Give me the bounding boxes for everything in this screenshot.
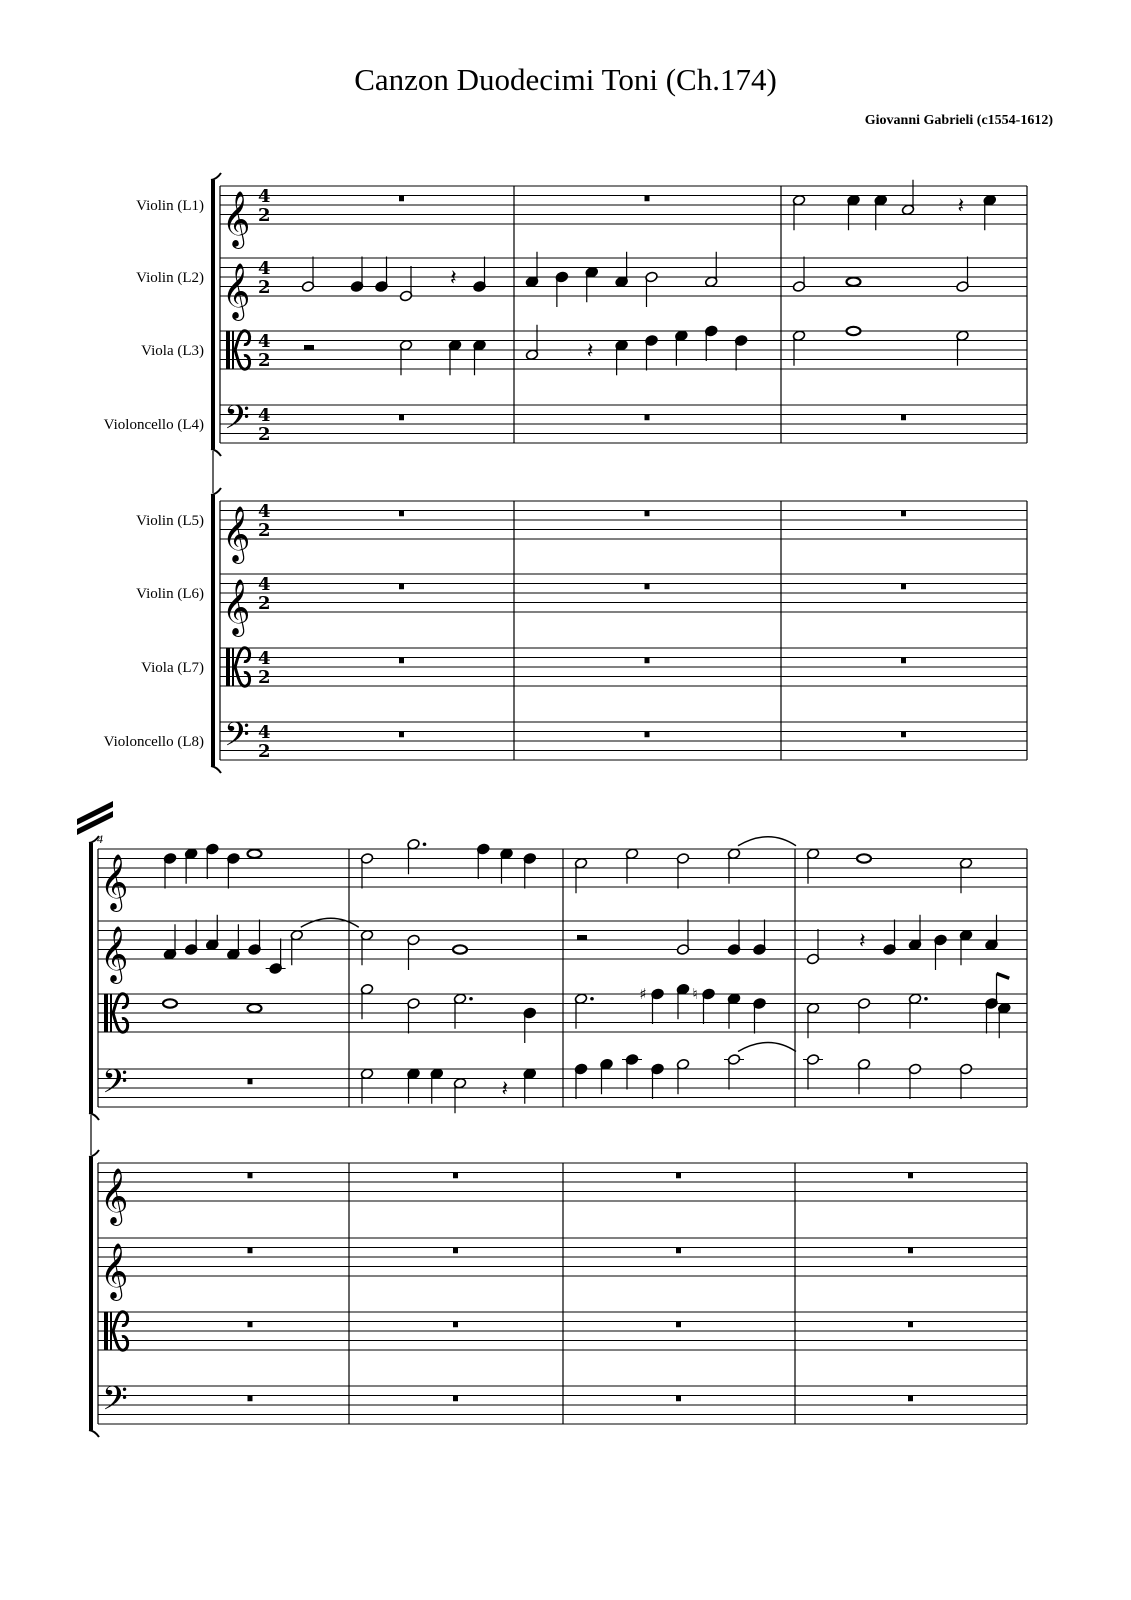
bass-clef-icon: 𝄢 <box>224 716 250 762</box>
treble-clef-icon: 𝄞 <box>222 191 251 247</box>
time-signature-numerator: 4 <box>258 648 271 670</box>
whole-rest-icon <box>645 511 650 517</box>
whole-rest-icon <box>248 1079 253 1085</box>
instrument-name: Viola (L7) <box>141 660 204 676</box>
treble-clef-icon: 𝄞 <box>100 854 129 910</box>
tie <box>738 1043 796 1052</box>
beam <box>997 974 1010 979</box>
whole-rest-icon <box>399 732 404 738</box>
quarter-rest-icon: 𝄽 <box>859 929 866 954</box>
alto-clef-thin-icon <box>232 331 234 369</box>
alto-clef-thin-icon <box>232 648 234 686</box>
time-signature-denominator: 2 <box>258 424 271 446</box>
augmentation-dot <box>469 997 473 1001</box>
whole-rest-icon <box>453 1248 458 1254</box>
whole-rest-icon <box>248 1396 253 1402</box>
whole-rest-icon <box>908 1248 913 1254</box>
whole-rest-icon <box>645 196 650 202</box>
time-signature-numerator: 4 <box>258 722 271 744</box>
augmentation-dot <box>423 842 427 846</box>
half-rest-icon <box>304 345 314 350</box>
note <box>248 1004 262 1012</box>
instrument-name: Viola (L3) <box>141 343 204 359</box>
alto-clef-bar-icon <box>104 994 108 1032</box>
time-signature-numerator: 4 <box>258 574 271 596</box>
whole-rest-icon <box>645 732 650 738</box>
time-signature-numerator: 4 <box>258 405 271 427</box>
whole-rest-icon <box>901 732 906 738</box>
whole-rest-icon <box>645 658 650 664</box>
time-signature-denominator: 2 <box>258 741 271 763</box>
augmentation-dot <box>590 997 594 1001</box>
whole-rest-icon <box>901 511 906 517</box>
bracket <box>89 1157 93 1430</box>
whole-rest-icon <box>645 584 650 590</box>
instrument-name: Violin (L1) <box>136 198 204 214</box>
tie <box>738 837 796 846</box>
alto-clef-bar-icon <box>104 1312 108 1350</box>
treble-clef-icon: 𝄞 <box>222 579 251 635</box>
whole-rest-icon <box>453 1322 458 1328</box>
alto-clef-bar-icon <box>226 331 230 369</box>
whole-rest-icon <box>248 1173 253 1179</box>
alto-clef-thin-icon <box>110 1312 112 1350</box>
bracket-hook <box>89 1430 99 1437</box>
treble-clef-icon: 𝄞 <box>100 1243 129 1299</box>
alto-clef-bar-icon <box>226 648 230 686</box>
note <box>248 850 262 858</box>
time-signature-denominator: 2 <box>258 593 271 615</box>
treble-clef-icon: 𝄞 <box>100 926 129 982</box>
bass-clef-icon: 𝄢 <box>102 1063 128 1109</box>
instrument-name: Violoncello (L4) <box>103 417 204 433</box>
note <box>847 278 861 286</box>
augmentation-dot <box>924 997 928 1001</box>
whole-rest-icon <box>676 1173 681 1179</box>
time-signature-denominator: 2 <box>258 667 271 689</box>
bracket <box>89 843 93 1113</box>
bass-clef-icon: 𝄢 <box>224 399 250 445</box>
quarter-rest-icon: 𝄽 <box>501 1077 509 1102</box>
whole-rest-icon <box>399 415 404 421</box>
bracket <box>211 495 215 766</box>
composer-credit: Giovanni Gabrieli (c1554-1612) <box>864 113 1053 128</box>
time-signature-numerator: 4 <box>258 331 271 353</box>
note <box>857 854 871 862</box>
sharp-icon: ♯ <box>639 985 647 1003</box>
whole-rest-icon <box>248 1322 253 1328</box>
note <box>453 945 467 953</box>
bass-clef-icon: 𝄢 <box>102 1380 128 1426</box>
bracket-hook <box>211 766 221 773</box>
note <box>163 999 177 1007</box>
treble-clef-icon: 𝄞 <box>100 1168 129 1224</box>
whole-rest-icon <box>399 658 404 664</box>
whole-rest-icon <box>676 1248 681 1254</box>
whole-rest-icon <box>901 415 906 421</box>
whole-rest-icon <box>676 1322 681 1328</box>
time-signature-denominator: 2 <box>258 350 271 372</box>
treble-clef-icon: 𝄞 <box>222 506 251 562</box>
whole-rest-icon <box>399 196 404 202</box>
natural-icon: ♮ <box>692 985 698 1003</box>
time-signature-numerator: 4 <box>258 186 271 208</box>
whole-rest-icon <box>453 1396 458 1402</box>
whole-rest-icon <box>908 1322 913 1328</box>
whole-rest-icon <box>676 1396 681 1402</box>
page-title: Canzon Duodecimi Toni (Ch.174) <box>354 62 777 97</box>
whole-rest-icon <box>399 584 404 590</box>
measure-number: 4 <box>97 832 103 846</box>
note <box>847 327 861 335</box>
treble-clef-icon: 𝄞 <box>222 263 251 319</box>
quarter-rest-icon: 𝄽 <box>450 266 457 291</box>
whole-rest-icon <box>901 658 906 664</box>
whole-rest-icon <box>399 511 404 517</box>
time-signature-numerator: 4 <box>258 501 271 523</box>
whole-rest-icon <box>908 1396 913 1402</box>
instrument-name: Violin (L5) <box>136 513 204 529</box>
time-signature-denominator: 2 <box>258 277 271 299</box>
time-signature-denominator: 2 <box>258 520 271 542</box>
tie <box>301 918 359 927</box>
instrument-name: Violin (L2) <box>136 270 204 286</box>
half-rest-icon <box>577 935 587 940</box>
time-signature-numerator: 4 <box>258 258 271 280</box>
instrument-name: Violin (L6) <box>136 586 204 602</box>
whole-rest-icon <box>908 1173 913 1179</box>
whole-rest-icon <box>645 415 650 421</box>
whole-rest-icon <box>453 1173 458 1179</box>
bracket <box>211 180 215 449</box>
instrument-name: Violoncello (L8) <box>103 734 204 750</box>
bracket-hook <box>211 173 221 180</box>
system-separator-icon <box>77 801 113 835</box>
alto-clef-thin-icon <box>110 994 112 1032</box>
whole-rest-icon <box>248 1248 253 1254</box>
quarter-rest-icon: 𝄽 <box>586 339 594 364</box>
quarter-rest-icon: 𝄽 <box>957 194 965 219</box>
time-signature-denominator: 2 <box>258 205 271 227</box>
whole-rest-icon <box>901 584 906 590</box>
